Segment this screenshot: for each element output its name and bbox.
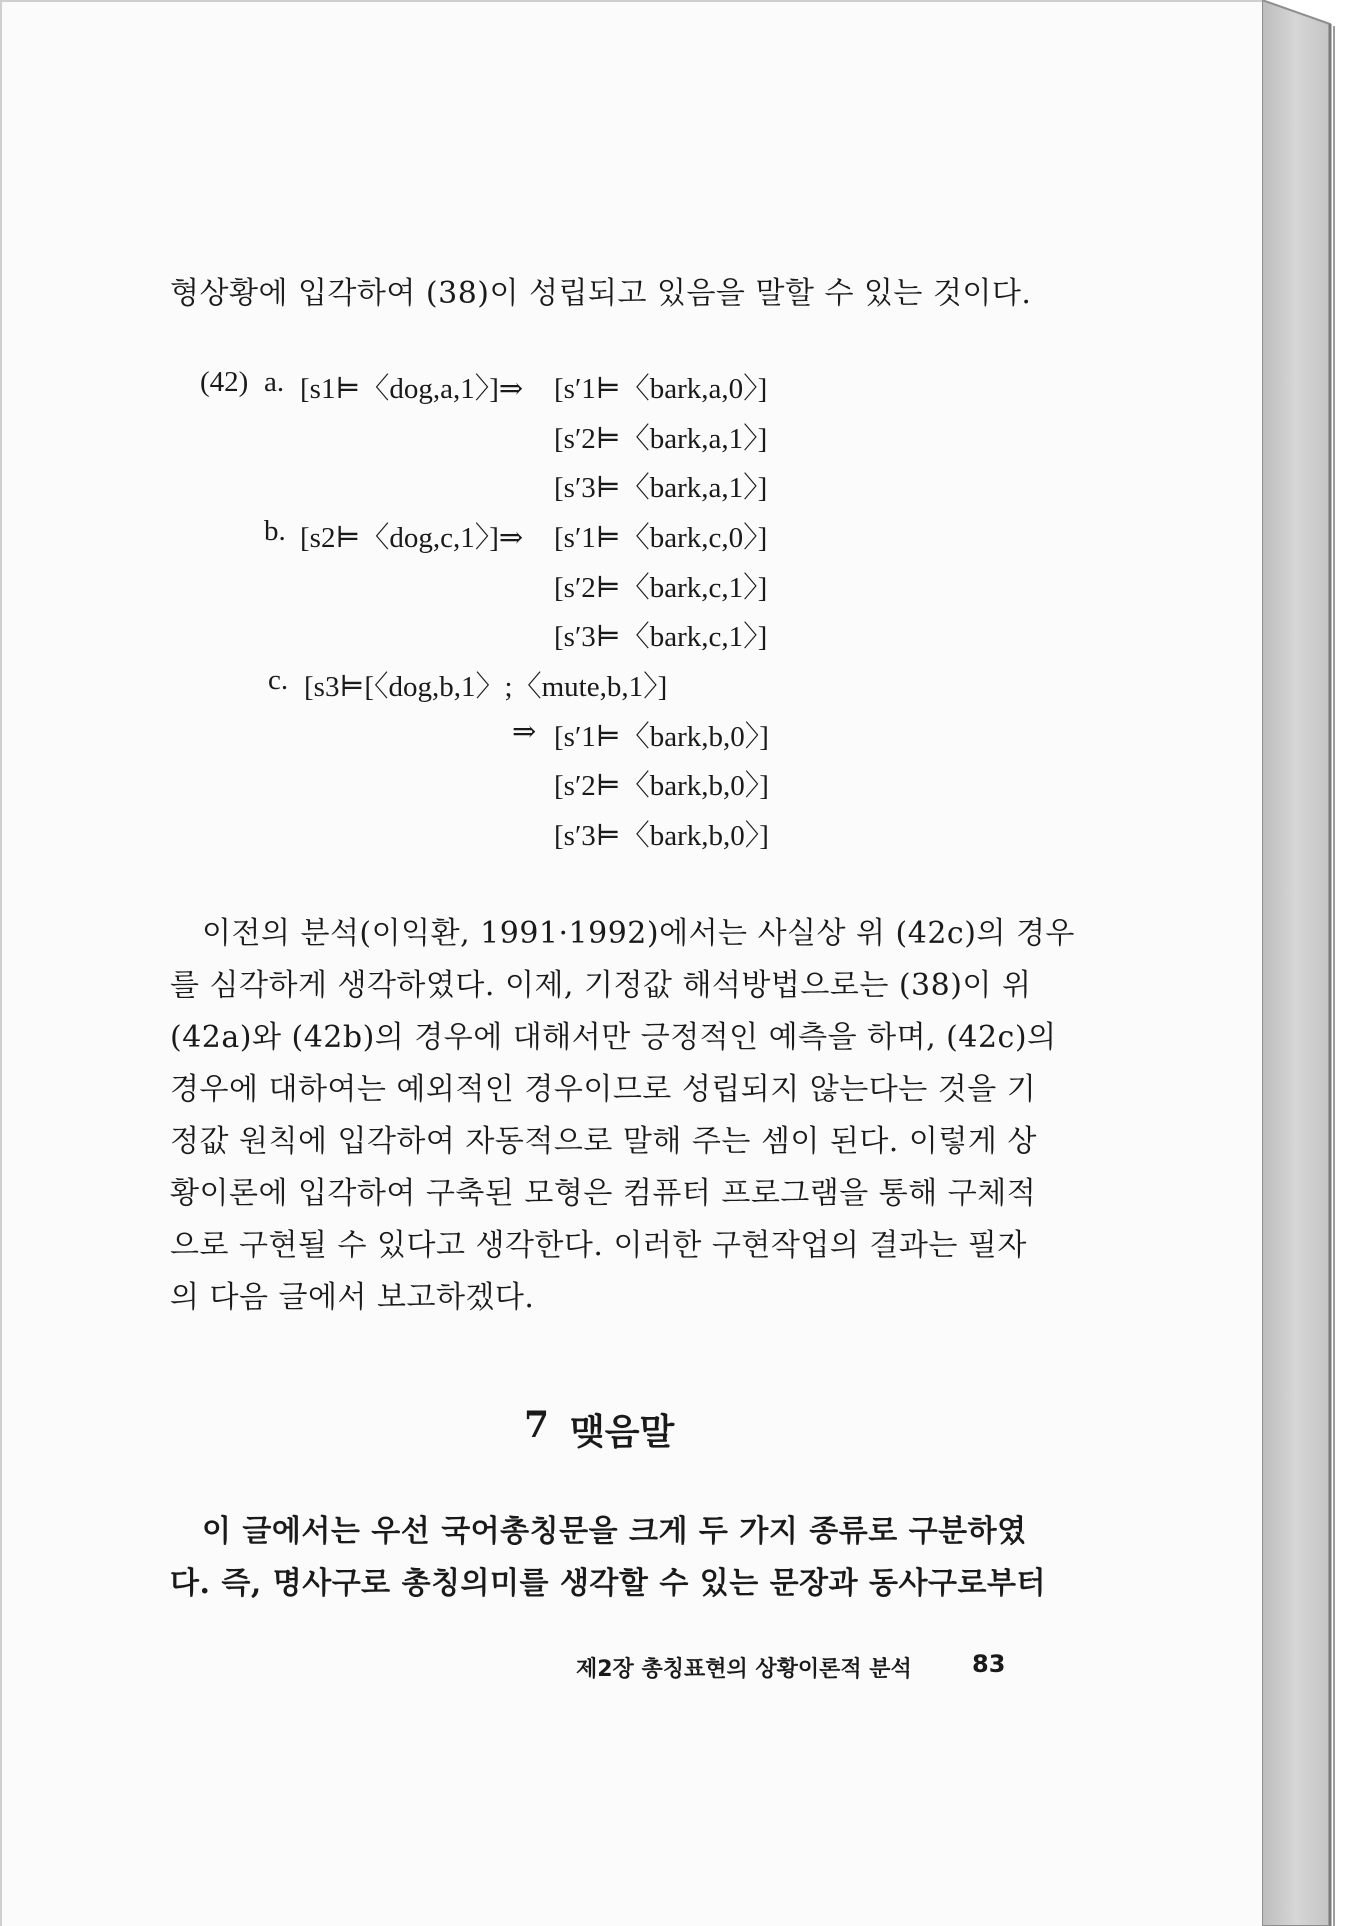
example-a-result-1: [s′1⊨〈bark,a,0〉] — [554, 373, 768, 405]
section-number: 7 — [524, 1404, 550, 1446]
example-c-arrow: ⇒ — [512, 716, 537, 748]
paragraph-1-line: 황이론에 입각하여 구축된 모형은 컴퓨터 프로그램을 통해 구체적 — [170, 1176, 1037, 1211]
example-c-result-1: [s′1⊨〈bark,b,0〉] — [554, 721, 769, 753]
example-a-result-3: [s′3⊨〈bark,a,1〉] — [554, 472, 768, 504]
paragraph-2-line: 이 글에서는 우선 국어총칭문을 크게 두 가지 종류로 구분하였 — [202, 1514, 1027, 1549]
example-label: (42) — [200, 366, 249, 398]
page-number: 83 — [972, 1650, 1006, 1678]
example-b-lhs: [s2⊨〈dog,c,1〉]⇒ — [300, 522, 524, 554]
paragraph-1-line: 의 다음 글에서 보고하겠다. — [170, 1280, 535, 1315]
example-b-result-3: [s′3⊨〈bark,c,1〉] — [554, 621, 768, 653]
example-a-result-2: [s′2⊨〈bark,a,1〉] — [554, 423, 768, 455]
example-c-lhs: [s3⊨[〈dog,b,1〉;〈mute,b,1〉] — [304, 671, 668, 703]
paragraph-1-line: 경우에 대하여는 예외적인 경우이므로 성립되지 않는다는 것을 기 — [170, 1072, 1037, 1107]
example-a-lhs: [s1⊨〈dog,a,1〉]⇒ — [300, 373, 524, 405]
paragraph-1-line: (42a)와 (42b)의 경우에 대해서만 긍정적인 예측을 하며, (42c)의 — [170, 1020, 1057, 1055]
example-a-marker: a. — [264, 366, 285, 398]
paragraph-1-line: 이전의 분석(이익환, 1991·1992)에서는 사실상 위 (42c)의 경우 — [202, 916, 1075, 951]
example-c-result-3: [s′3⊨〈bark,b,0〉] — [554, 820, 769, 852]
example-c-result-2: [s′2⊨〈bark,b,0〉] — [554, 770, 769, 802]
example-b-result-2: [s′2⊨〈bark,c,1〉] — [554, 572, 768, 604]
paragraph-1-line: 를 심각하게 생각하였다. 이제, 기정값 해석방법으로는 (38)이 위 — [170, 968, 1032, 1003]
example-b-marker: b. — [264, 515, 286, 547]
paragraph-1-line: 으로 구현될 수 있다고 생각한다. 이러한 구현작업의 결과는 필자 — [170, 1228, 1027, 1263]
example-b-result-1: [s′1⊨〈bark,c,0〉] — [554, 522, 768, 554]
paragraph-1-line: 정값 원칙에 입각하여 자동적으로 말해 주는 셈이 된다. 이렇게 상 — [170, 1124, 1037, 1159]
section-title: 맺음말 — [570, 1411, 675, 1453]
intro-line: 형상황에 입각하여 (38)이 성립되고 있음을 말할 수 있는 것이다. — [170, 276, 1032, 311]
paragraph-2-line: 다. 즉, 명사구로 총칭의미를 생각할 수 있는 문장과 동사구로부터 — [170, 1566, 1046, 1601]
example-c-marker: c. — [268, 664, 289, 696]
book-edge — [1262, 0, 1345, 1926]
running-head: 제2장 총칭표현의 상황이론적 분석 — [576, 1657, 912, 1682]
